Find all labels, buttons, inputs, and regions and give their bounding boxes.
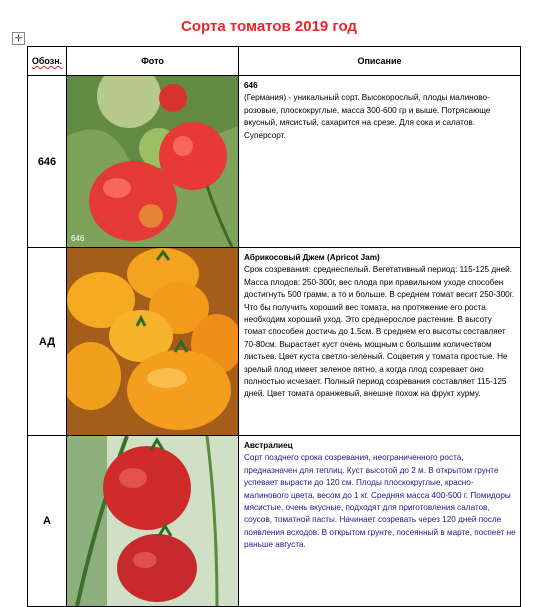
row-code: 646 bbox=[28, 76, 67, 248]
table-row bbox=[28, 436, 521, 607]
variety-name: Абрикосовый Джем (Apricot Jam) bbox=[244, 253, 380, 262]
row-code: А bbox=[28, 436, 67, 607]
table-row bbox=[28, 76, 521, 248]
varieties-table bbox=[27, 46, 521, 607]
photo-label: 646 bbox=[71, 234, 85, 243]
row-code: АД bbox=[28, 248, 67, 436]
table-row bbox=[28, 248, 521, 436]
document-title: Сорта томатов 2019 год bbox=[181, 18, 357, 35]
tomato-photo-646 bbox=[67, 76, 239, 248]
header-description: Описание bbox=[239, 47, 521, 76]
variety-description: Сорт позднего срока созревания, неограниченного роста, предназначен для теплиц. Куст высотой до 2 м. В открытом грунте успевает вырасти до 120 см. Плоды плоскокруглые, красно-малинового цвета, весом до 1 кг. Средняя масса 400-500 г. Помидоры мясистые, очень вкусные, подходят для приготовления салатов, соусов, томатной пасты. Начинает созревать через 120 дней после появления всходов. В открытом грунте, посеянный в марте, поспеет не раньше августа. bbox=[244, 453, 516, 550]
table-header-row bbox=[28, 47, 521, 76]
header-photo: Фото bbox=[67, 47, 239, 76]
variety-name: 646 bbox=[244, 81, 258, 90]
tomato-photo-apricot-jam bbox=[67, 248, 239, 436]
variety-description: (Германия) - уникальный сорт. Высокорослый, плоды малиново-розовые, плоскокруглые, масса 300-600 гр и выше. Потрясающе вкусный, мясистый, сахарится на срезе. Для сока и салатов. Суперсорт. bbox=[244, 93, 491, 140]
tomato-photo-australiets bbox=[67, 436, 239, 607]
variety-description: Срок созревания: среднеспелый. Вегетативный период: 115-125 дней. Масса плодов: 250-300г, вес плода при правильном уходе способен достигнуть 500 грамм, а то и больше. В среднем томат весит 250-300г. Что бы получить хороший вес томата, на протяжение его роста необходим хороший уход. Это среднерослое растение. В высоту томат способен достичь до 1.5см. В среднем его высоты составляет 70-80см. Вырастает куст очень мощным с большим количеством листьев. Цвет куста светло-зеленый. Соцветия у томата простые. Не зрелый плод имеет зеленое пятно, а когда плод созревает оно полностью исчезает. Полный период созревания составляет 115-125 дней. Цвет томата оранжевый, внешне похож на фрукт хурму. bbox=[244, 265, 514, 399]
variety-name: Австралиец bbox=[244, 441, 293, 450]
header-code: Обозн. bbox=[31, 56, 63, 66]
table-move-handle-icon[interactable]: ✛ bbox=[12, 32, 25, 45]
